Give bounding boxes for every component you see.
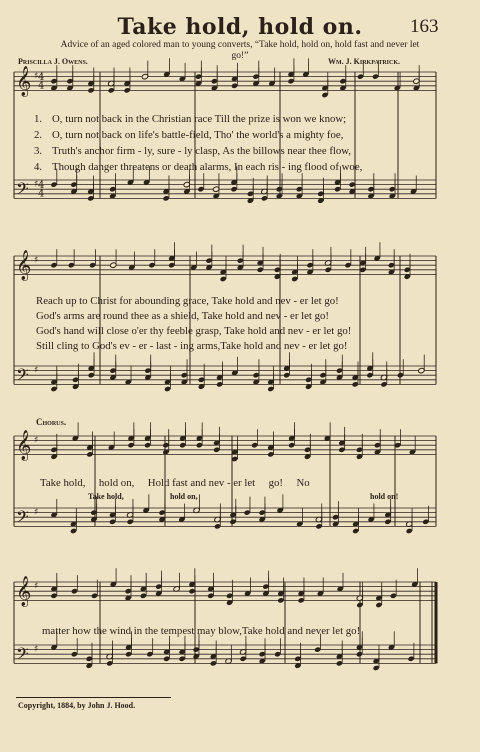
chorus-label: Chorus. [36, 417, 67, 427]
svg-text:4: 4 [38, 72, 45, 84]
lyricist-credit: Priscilla J. Owens. [18, 57, 88, 66]
verse-2-line-2: God's arms are round thee as a shield, Take hold and nev - er let go! [36, 310, 330, 322]
chorus-line-2: matter how the wind in the tempest may blow,Take hold and never let go! [42, 625, 361, 637]
page-number: 163 [410, 16, 439, 37]
svg-text:𝄞: 𝄞 [16, 250, 32, 281]
verse-1-line-1: 1. O, turn not back in the Christian race Till the prize is won we know; [34, 113, 347, 125]
svg-text:♯: ♯ [34, 365, 39, 376]
svg-text:𝄢: 𝄢 [16, 643, 29, 668]
composer-credit: Wm. J. Kirkpatrick. [328, 57, 400, 66]
svg-text:♯: ♯ [34, 507, 39, 518]
verse-1-line-2: Reach up to Christ for abounding grace, Take hold and nev - er let go! [36, 295, 339, 307]
verse-4-line-1: 4. Though danger threatens or death alarms, In each ris - ing flood of woe, [34, 161, 363, 173]
chorus-line-1: Take hold, hold on, Hold fast and nev - er let go! No [40, 477, 310, 489]
svg-text:♯: ♯ [34, 435, 39, 446]
svg-text:𝄢: 𝄢 [16, 506, 29, 531]
hymn-title: Take hold, hold on. [117, 14, 363, 40]
svg-text:𝄢: 𝄢 [16, 178, 29, 203]
verse-3-line-1: 3. Truth's anchor firm - ly, sure - ly clasp, As the billows near thee flow, [34, 145, 352, 157]
svg-text:𝄞: 𝄞 [16, 430, 32, 461]
svg-text:♯: ♯ [34, 644, 39, 655]
svg-text:𝄞: 𝄞 [16, 576, 32, 607]
svg-text:𝄢: 𝄢 [16, 364, 29, 389]
chorus-bass-word-b: hold on, [170, 492, 198, 501]
chorus-bass-word-a: Take hold, [88, 492, 124, 501]
verse-3-line-2: God's hand will close o'er thy feeble grasp, Take hold and nev - er let go! [36, 325, 352, 337]
chorus-bass-word-c: hold on! [370, 492, 399, 501]
svg-text:♯: ♯ [34, 179, 39, 190]
svg-text:𝄞: 𝄞 [16, 66, 32, 97]
svg-text:♯: ♯ [34, 581, 39, 592]
verse-2-line-1: 2. O, turn not back on life's battle-field, Tho' the world's a mighty foe, [34, 129, 344, 141]
svg-text:4: 4 [38, 180, 45, 192]
subtitle: Advice of an aged colored man to young converts, “Take hold, hold on, hold fast and never let go!” [60, 40, 420, 61]
copyright-notice: Copyright, 1884, by John J. Hood. [18, 701, 136, 710]
svg-text:♯: ♯ [34, 255, 39, 266]
svg-text:4: 4 [38, 80, 45, 92]
svg-text:4: 4 [38, 188, 45, 200]
divider-rule [16, 697, 171, 698]
verse-4-line-2: Still cling to God's ev - er - last - ing arms,Take hold and nev - er let go! [36, 340, 348, 352]
svg-text:♯: ♯ [34, 71, 39, 82]
